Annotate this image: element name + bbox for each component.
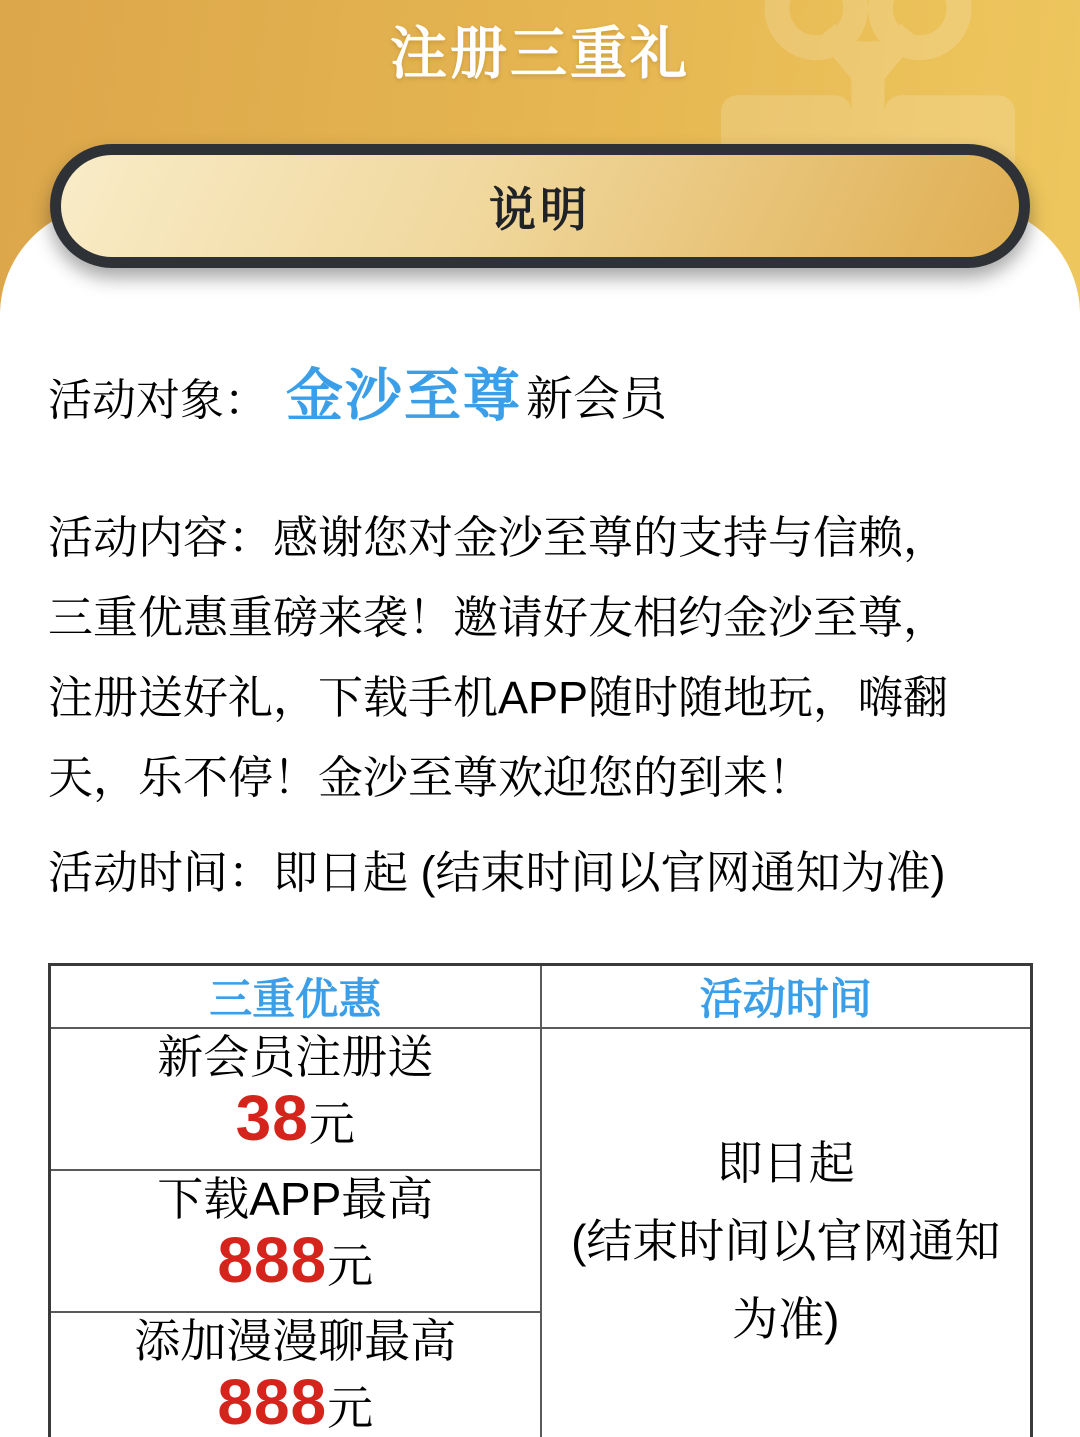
audience-line <box>48 350 667 432</box>
table-header-row <box>50 965 1032 1029</box>
offer-amount: 888 <box>217 1224 328 1296</box>
activity-description-line: 活动内容：感谢您对金沙至尊的支持与信赖， <box>48 512 949 563</box>
offer-label: 新会员注册送 <box>157 1031 434 1083</box>
offer-label: 添加漫漫聊最高 <box>134 1315 457 1367</box>
table-header-time: 活动时间 <box>541 965 1032 1029</box>
table-header-offers: 三重优惠 <box>50 965 541 1029</box>
audience-label: 活动对象： <box>48 376 268 425</box>
description-tab-button[interactable]: 说明 <box>50 144 1030 268</box>
activity-time-line: 活动时间：即日起 (结束时间以官网通知为准) <box>48 847 946 898</box>
activity-description-line: 注册送好礼，下载手机APP随时随地玩，嗨翻 <box>48 672 949 723</box>
table-row <box>50 1028 1032 1170</box>
activity-description-line: 天，乐不停！金沙至尊欢迎您的到来！ <box>48 752 814 803</box>
activity-description <box>48 498 1048 818</box>
offer-unit: 元 <box>327 1240 374 1292</box>
promo-table <box>48 963 1033 1437</box>
table-time-cell <box>541 1028 1032 1437</box>
offer-cell-register <box>50 1028 541 1170</box>
page-title: 注册三重礼 <box>390 22 690 86</box>
brand-name: 金沙至尊 <box>286 364 522 428</box>
audience-suffix: 新会员 <box>526 372 667 425</box>
offer-label: 下载APP最高 <box>157 1173 434 1225</box>
offer-unit: 元 <box>327 1382 374 1434</box>
offer-cell-chat <box>50 1312 541 1437</box>
offer-cell-app <box>50 1170 541 1312</box>
offer-unit: 元 <box>308 1098 355 1150</box>
time-cell-line: (结束时间以官网通知 <box>571 1215 1001 1267</box>
time-cell-line: 为准) <box>732 1293 840 1345</box>
activity-description-line: 三重优惠重磅来袭！邀请好友相约金沙至尊， <box>48 592 949 643</box>
offer-amount: 888 <box>217 1366 328 1437</box>
offer-amount: 38 <box>235 1082 309 1154</box>
time-cell-line: 即日起 <box>716 1137 855 1189</box>
